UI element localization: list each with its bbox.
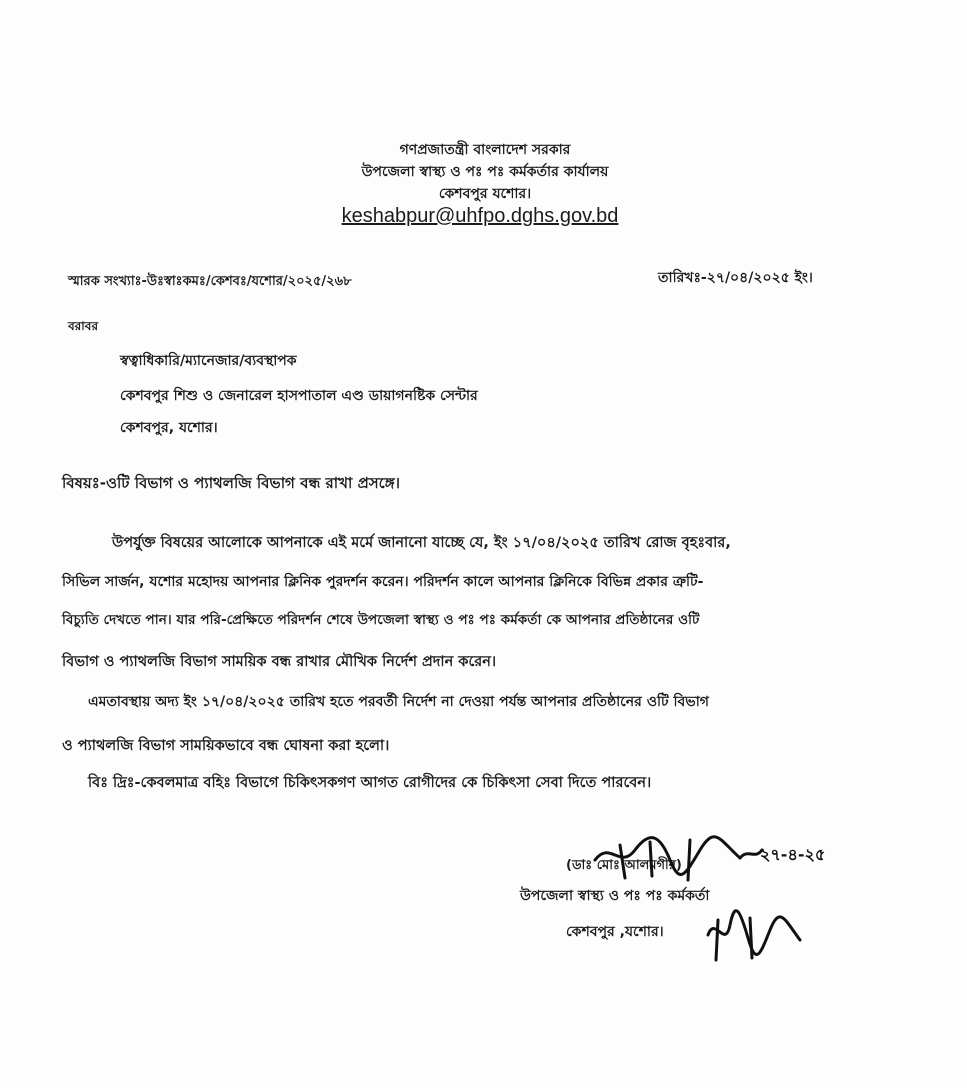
office-email: keshabpur@uhfpo.dghs.gov.bd — [341, 205, 619, 227]
signature-date: ২৭-৪-২৫ — [760, 845, 826, 864]
signatory-designation: উপজেলা স্বাস্থ্য ও পঃ পঃ কর্মকর্তা — [520, 888, 710, 904]
govt-title: গণপ্রজাতন্ত্রী বাংলাদেশ সরকার — [399, 142, 571, 158]
body-p2-line-2: ও প্যাথলজি বিভাগ সাময়িকভাবে বন্ধ ঘোষনা করা হলো। — [62, 738, 390, 754]
body-p1-line-2: সিভিল সার্জন, যশোর মহোদয় আপনার ক্লিনিক পুরদর্শন করেন। পরিদর্শন কালে আপনার ক্লিনিকে বিভিন্ন প্রকার ত্রুটি- — [62, 574, 704, 590]
recipient-title: স্বত্বাধিকারি/ম্যানেজার/ব্যবস্থাপক — [120, 353, 297, 369]
signatory-place: কেশবপুর ,যশোর। — [566, 924, 664, 940]
recipient-to: বরাবর — [68, 319, 99, 333]
handwritten-signature-icon — [590, 830, 830, 980]
body-p2-line-1: এমতাবস্থায় অদ্য ইং ১৭/০৪/২০২৫ তারিখ হতে পরবর্তী নির্দেশ না দেওয়া পর্যন্ত আপনার প্রতিষ্ঠানের ওটি বিভাগ — [88, 694, 709, 710]
body-p1-line-4: বিভাগ ও প্যাথলজি বিভাগ সাময়িক বন্ধ রাখার মৌখিক নির্দেশ প্রদান করেন। — [62, 654, 497, 670]
memo-date: তারিখঃ-২৭/০৪/২০২৫ ইং। — [658, 270, 813, 286]
note-line: বিঃ দ্রিঃ-কেবলমাত্র বহিঃ বিভাগে চিকিৎসকগণ আগত রোগীদের কে চিকিৎসা সেবা দিতে পারবেন। — [88, 775, 652, 791]
body-p1-line-3: বিচ্যুতি দেখতে পান। যার পরি-প্রেক্ষিতে পরিদর্শন শেষে উপজেলা স্বাস্থ্য ও পঃ পঃ কর্মকর্তা কে আপনার প্রতিষ্ঠানের ওটি — [62, 612, 700, 628]
recipient-organization: কেশবপুর শিশু ও জেনারেল হাসপাতাল এণ্ড ডায়াগনষ্টিক সেন্টার — [120, 388, 478, 404]
memo-reference: স্মারক সংখ্যাঃ-উঃস্বাঃকমঃ/কেশবঃ/যশোর/২০২৫/২৬৮ — [68, 274, 352, 289]
signatory-name: (ডাঃ মোঃ আলমগীর) — [566, 858, 682, 873]
office-name: উপজেলা স্বাস্থ্য ও পঃ পঃ কর্মকর্তার কার্যালয় — [361, 164, 609, 180]
subject-line: বিষয়ঃ-ওটি বিভাগ ও প্যাথলজি বিভাগ বন্ধ রাখা প্রসঙ্গে। — [62, 474, 401, 492]
office-location: কেশবপুর যশোর। — [438, 186, 532, 202]
recipient-place: কেশবপুর, যশোর। — [120, 420, 218, 436]
body-p1-line-1: উপর্যুক্ত বিষয়ের আলোকে আপনাকে এই মর্মে জানানো যাচ্ছে যে, ইং ১৭/০৪/২০২৫ তারিখ রোজ বৃহঃবার, — [112, 535, 731, 551]
